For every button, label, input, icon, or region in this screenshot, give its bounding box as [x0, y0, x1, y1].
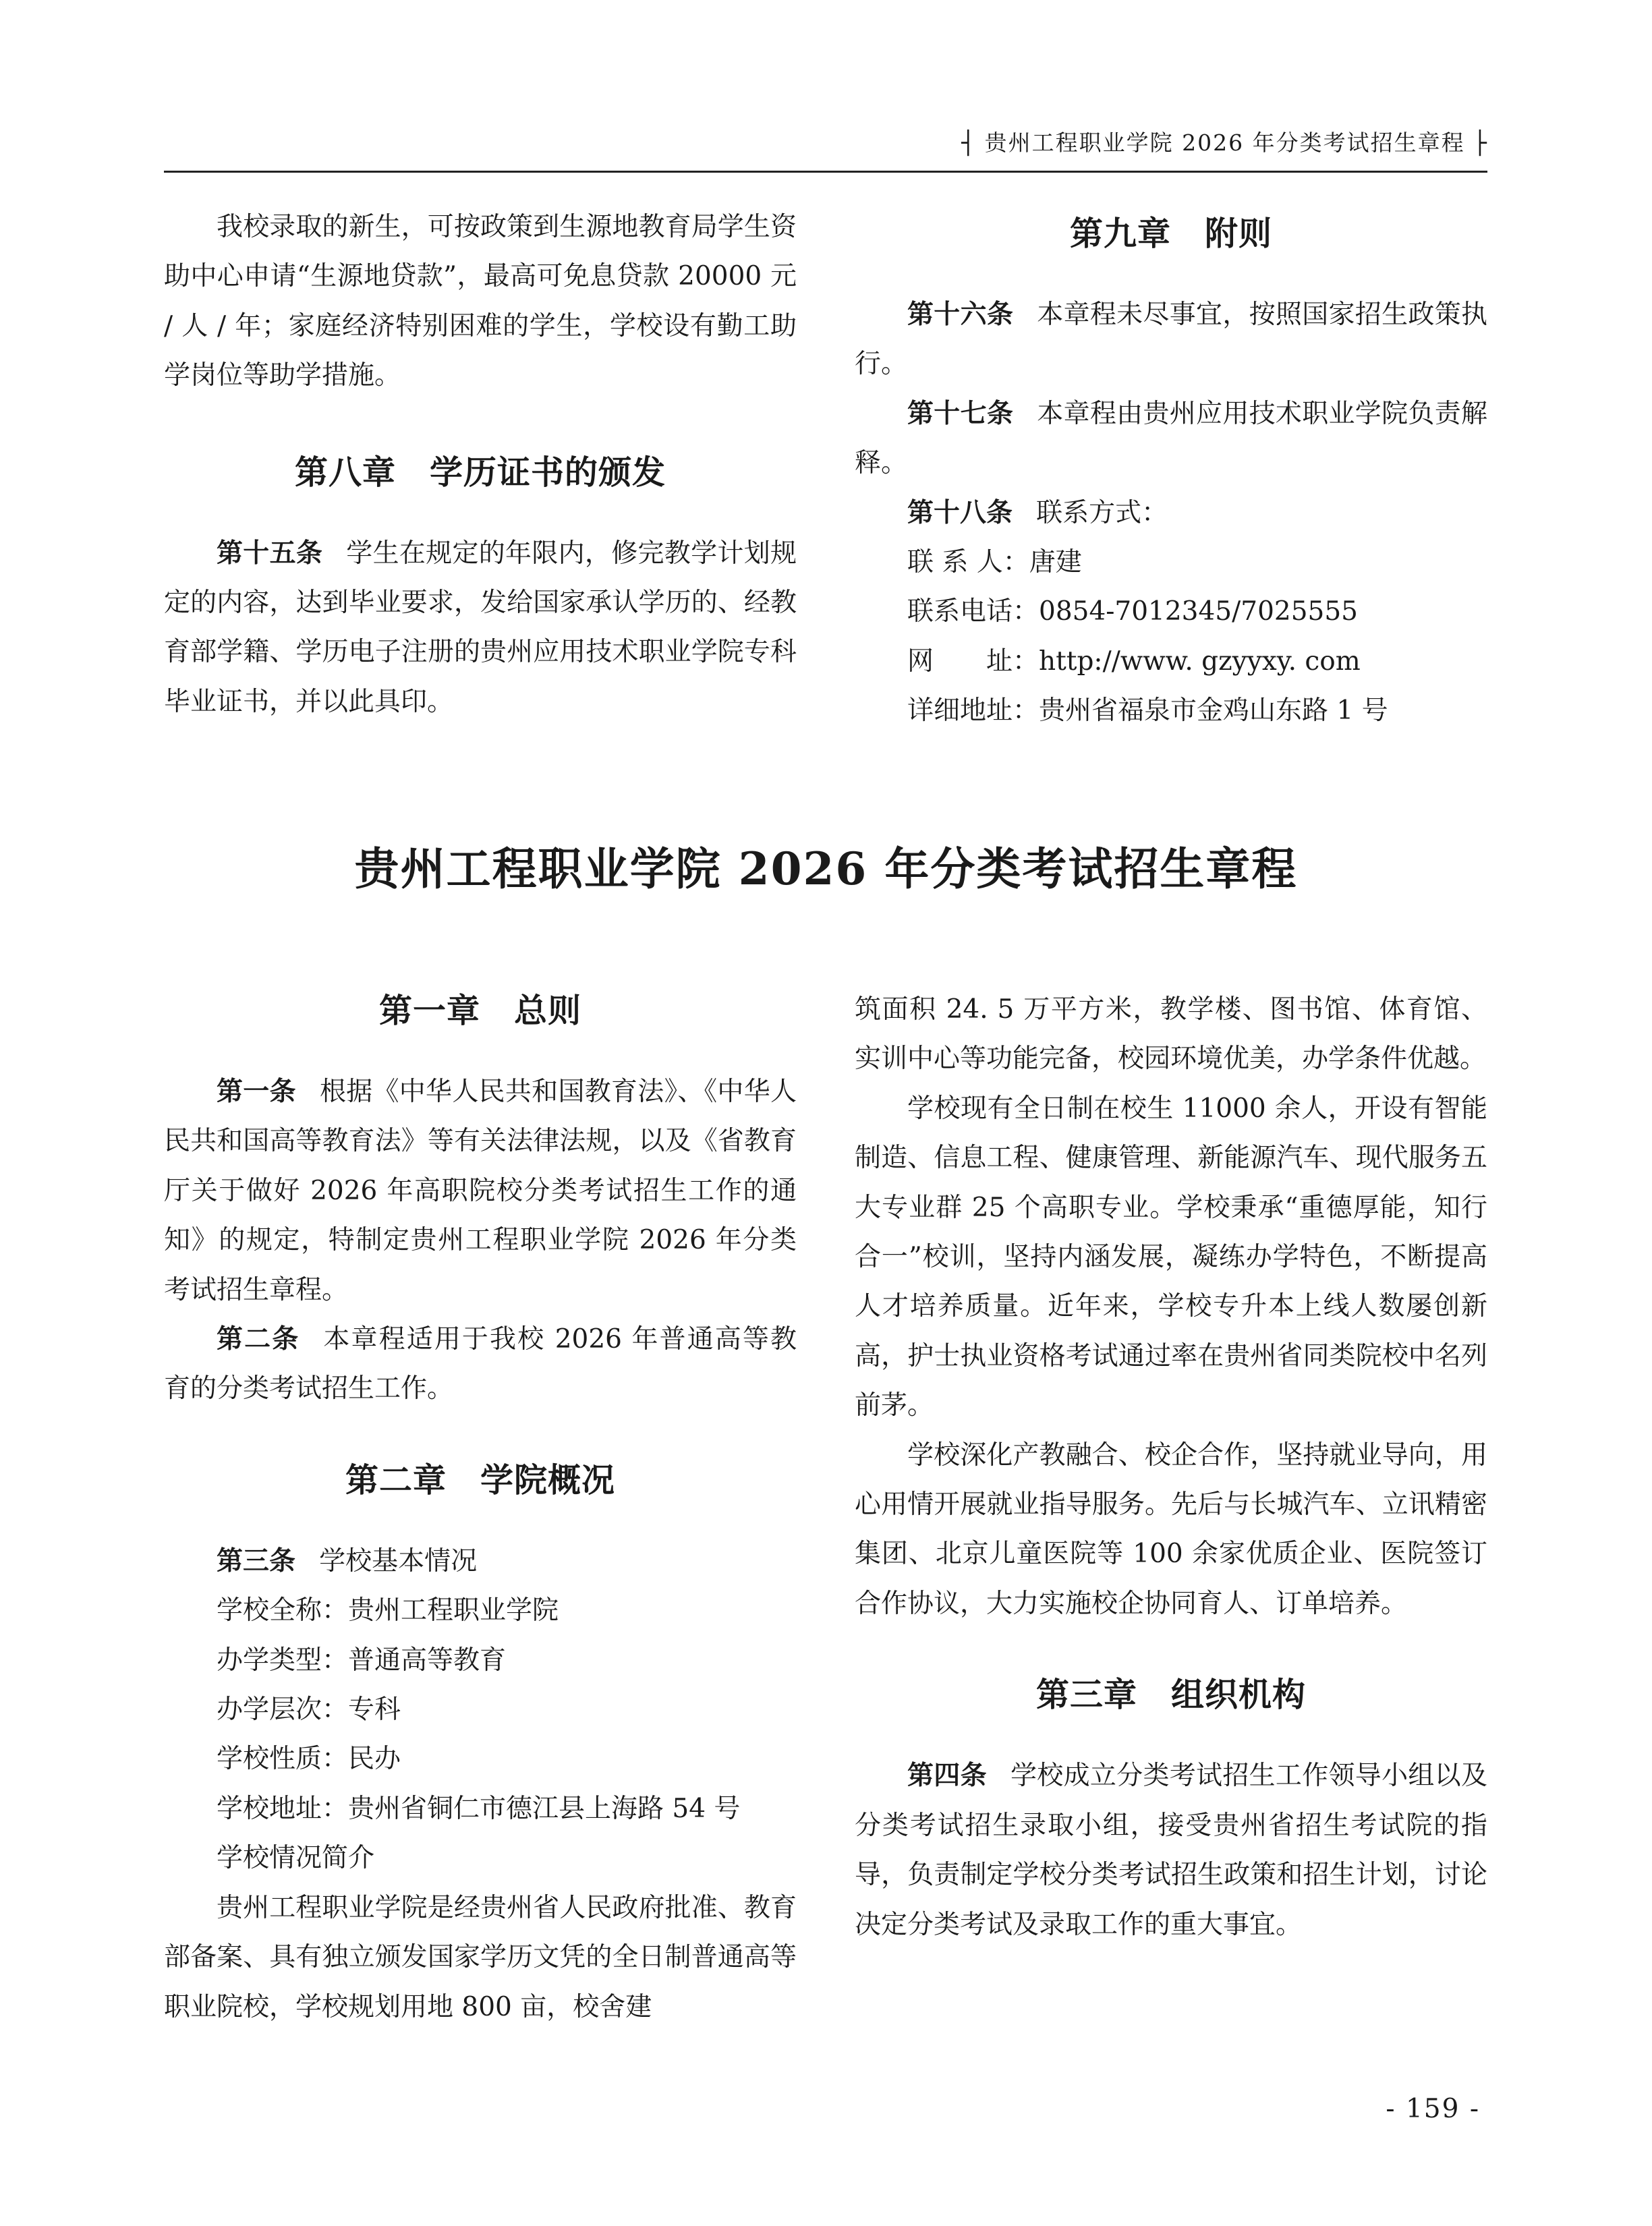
contact-person: 联 系 人：唐建 [907, 547, 1082, 578]
top-left-column [164, 202, 797, 726]
page-number: - 159 - [1386, 2094, 1480, 2124]
intro-heading: 学校情况简介 [217, 1843, 375, 1874]
running-header: ┤ 贵州工程职业学院 2026 年分类考试招生章程 ├ [961, 130, 1488, 156]
top-right-column [855, 202, 1487, 736]
loan-paragraph: 我校录取的新生，可按政策到生源地教育局学生资助中心申请“生源地贷款”，最高可免息贷款 20000 元 / 人 / 年；家庭经济特别困难的学生，学校设有勤工助学岗位等助学措施。 [164, 212, 797, 391]
chapter-8-title: 第八章 学历证书的颁发 [294, 453, 666, 492]
article-3-label: 第三条 [217, 1545, 296, 1576]
article-16-text: 本章程未尽事宜，按照国家招生政策执行。 [855, 299, 1487, 380]
article-2-text: 本章程适用于我校 2026 年普通高等教育的分类考试招生工作。 [164, 1324, 797, 1404]
chapter-1-title: 第一章 总则 [378, 992, 581, 1030]
article-4-label: 第四条 [907, 1761, 987, 1792]
article-18 [855, 488, 1487, 538]
article-17-text: 本章程由贵州应用技术职业学院负责解释。 [855, 398, 1487, 479]
article-17 [855, 389, 1487, 488]
article-1 [164, 1067, 797, 1315]
school-full-name: 学校全称：贵州工程职业学院 [217, 1595, 559, 1626]
article-16-label: 第十六条 [907, 299, 1014, 330]
school-type: 办学类型：普通高等教育 [217, 1645, 507, 1676]
intro-continued: 筑面积 24. 5 万平方米，教学楼、图书馆、体育馆、实训中心等功能完备，校园环境优美，办学条件优越。 [855, 994, 1487, 1075]
article-15-text: 学生在规定的年限内，修完教学计划规定的内容，达到毕业要求，发给国家承认学历的、经教育部学籍、学历电子注册的贵州应用技术职业学院专科毕业证书，并以此具印。 [164, 538, 797, 717]
school-address: 学校地址：贵州省铜仁市德江县上海路 54 号 [217, 1793, 741, 1824]
school-nature: 学校性质：民办 [217, 1744, 401, 1775]
header-rule [164, 171, 1487, 173]
article-17-label: 第十七条 [907, 398, 1014, 429]
lower-right-column [855, 985, 1487, 1949]
article-15-label: 第十五条 [217, 538, 323, 569]
chapter-3-title: 第三章 组织机构 [1035, 1676, 1306, 1715]
article-2-label: 第二条 [217, 1324, 300, 1355]
chapter-2-title: 第二章 学院概况 [345, 1460, 615, 1500]
article-18-label: 第十八条 [907, 497, 1013, 528]
students-paragraph: 学校现有全日制在校生 11000 余人，开设有智能制造、信息工程、健康管理、新能源汽车、现代服务五大专业群 25 个高职专业。学校秉承“重德厚能，知行合一”校训，坚持内涵发展，凝练办学特色，不断提高人才培养质量。近年来，学校专升本上线人数屡创新高，护士执业资格考试通过率在贵州省同类院校中名列前茅。 [855, 1093, 1487, 1421]
article-1-label: 第一条 [217, 1077, 296, 1107]
article-3-text: 学校基本情况 [319, 1545, 478, 1576]
article-15 [164, 529, 797, 727]
main-title: 贵州工程职业学院 2026 年分类考试招生章程 [354, 843, 1298, 895]
article-2 [164, 1315, 797, 1414]
contact-address: 详细地址：贵州省福泉市金鸡山东路 1 号 [907, 695, 1388, 726]
article-4-text: 学校成立分类考试招生工作领导小组以及分类考试招生录取小组，接受贵州省招生考试院的指导，负责制定学校分类考试招生政策和招生计划，讨论决定分类考试及录取工作的重大事宜。 [855, 1761, 1487, 1940]
article-18-text: 联系方式： [1036, 497, 1168, 528]
article-4 [855, 1751, 1487, 1949]
article-3 [164, 1537, 797, 1586]
school-level: 办学层次：专科 [217, 1694, 401, 1725]
industry-paragraph: 学校深化产教融合、校企合作，坚持就业导向，用心用情开展就业指导服务。先后与长城汽车、立讯精密集团、北京儿童医院等 100 余家优质企业、医院签订合作协议，大力实施校企协同育人、订单培养。 [855, 1439, 1487, 1619]
chapter-9-title: 第九章 附则 [1069, 215, 1272, 253]
intro-paragraph: 贵州工程职业学院是经贵州省人民政府批准、教育部备案、具有独立颁发国家学历文凭的全日制普通高等职业院校，学校规划用地 800 亩，校舍建 [164, 1892, 797, 2022]
article-1-text: 根据《中华人民共和国教育法》、《中华人民共和国高等教育法》等有关法律法规，以及《省教育厅关于做好 2026 年高职院校分类考试招生工作的通知》的规定，特制定贵州工程职业学院 2026 年分类考试招生章程。 [164, 1077, 797, 1305]
article-16 [855, 290, 1487, 389]
contact-phone: 联系电话：0854-7012345/7025555 [907, 596, 1358, 627]
contact-website: 网 址：http://www. gzyyxy. com [907, 646, 1361, 677]
lower-left-column [164, 985, 797, 2032]
